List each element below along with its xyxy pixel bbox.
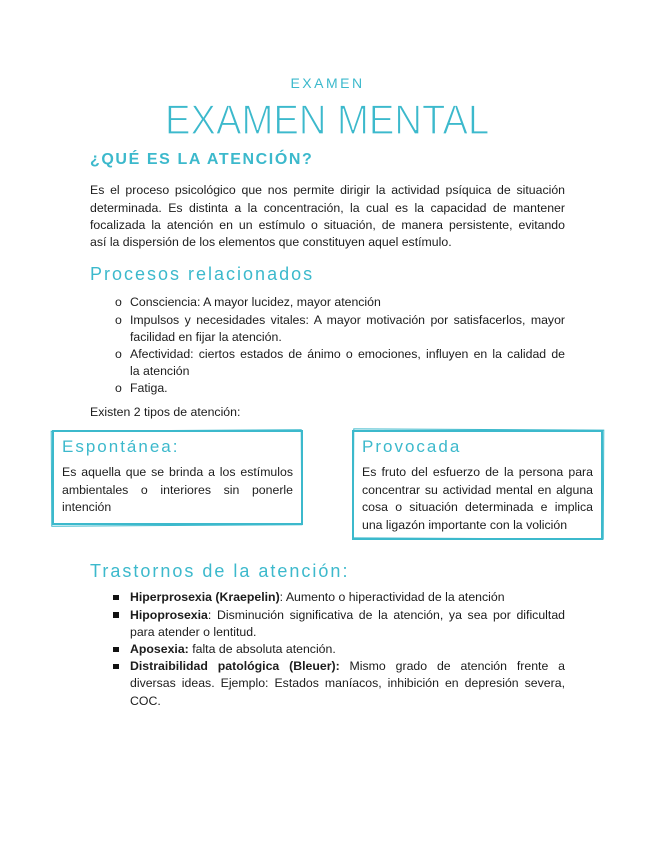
list-item-line: Consciencia: A mayor lucidez, mayor atención <box>130 295 381 310</box>
disorder-term: Hiperprosexia (Kraepelin) <box>130 590 280 605</box>
card-text <box>362 464 593 534</box>
card-text-line: Es fruto del esfuerzo de la persona para <box>362 465 593 480</box>
card-text-line: concentrar su actividad mental en alguna <box>362 482 593 497</box>
list-item-line <box>130 607 565 624</box>
bullet-marker: o <box>115 347 122 361</box>
list-item-hipoprosexia <box>130 607 565 641</box>
attention-types-intro: Existen 2 tipos de atención: <box>90 405 241 420</box>
list-item-line: diversas ideas. Ejemplo: Estados maníacos, inhibición en depresión severa, <box>130 676 565 691</box>
bullet-marker: o <box>115 312 122 327</box>
list-item-hiperprosexia <box>130 589 565 606</box>
attention-type-card-espontanea <box>52 430 303 525</box>
disorders-list <box>130 589 565 709</box>
list-item-line: Afectividad: ciertos estados de ánimo o emociones, influyen en la calidad de <box>130 347 565 361</box>
disorder-term: Hipoprosexia <box>130 607 208 622</box>
square-bullet-icon <box>113 595 119 601</box>
bullet-marker: o <box>115 295 122 310</box>
list-item-line: COC. <box>130 693 161 708</box>
paragraph-line: determinada. Es distinta a la concentración, la cual es la capacidad de mantener <box>90 200 565 215</box>
list-item-line: Fatiga. <box>130 381 168 396</box>
square-bullet-icon <box>113 647 119 653</box>
card-text-line: cosa o situación determinada e implica <box>362 500 593 515</box>
list-item-line <box>130 589 565 606</box>
list-item-line <box>130 658 565 675</box>
disorder-term: Aposexia: <box>130 642 189 656</box>
list-item-aposexia <box>130 641 565 658</box>
list-item-distraibilidad <box>130 658 565 710</box>
card-title: Espontánea: <box>62 437 180 456</box>
section-heading-processes: Procesos relacionados <box>90 264 315 284</box>
document-title <box>0 97 655 143</box>
card-text-line: Es aquella que se brinda a los estímulos <box>62 465 293 480</box>
attention-paragraph <box>90 182 565 251</box>
list-item-consciencia <box>115 294 565 311</box>
card-text-line: intención <box>62 500 112 515</box>
paragraph-line: así la dispersión de los elementos que constituyen aquel estímulo. <box>90 235 452 250</box>
disorder-description: falta de absoluta atención. <box>188 642 336 656</box>
card-text <box>62 464 293 517</box>
section-heading-attention: ¿QUÉ ES LA ATENCIÓN? <box>90 151 314 168</box>
document-kicker: EXAMEN <box>290 75 365 91</box>
card-text-line: una ligazón importante con la volición <box>362 517 568 532</box>
list-item-impulsos <box>115 312 565 346</box>
list-item-line: facilidad en fijar la atención. <box>130 329 282 344</box>
attention-type-card-provocada <box>352 430 603 540</box>
paragraph-line: Es el proceso psicológico que nos permite dirigir la actividad psíquica de situación <box>90 183 565 198</box>
disorder-term: Distraibilidad patológica (Bleuer): <box>130 659 340 674</box>
list-item-line: Impulsos y necesidades vitales: A mayor motivación por satisfacerlos, mayor <box>130 312 565 327</box>
document-title-text: EXAMEN MENTAL <box>165 96 490 143</box>
processes-list <box>115 294 565 397</box>
square-bullet-icon <box>113 612 119 618</box>
square-bullet-icon <box>113 664 119 670</box>
card-text-line: ambientales o interiores sin ponerle <box>62 482 293 497</box>
list-item-line <box>130 641 565 658</box>
list-item-afectividad <box>115 346 565 380</box>
paragraph-line: focalizada la atención en un estímulo o situación, de manera persistente, evitando <box>90 217 565 232</box>
list-item-line: para atender o lentitud. <box>130 624 257 639</box>
disorder-description: Mismo grado de atención frente a <box>339 659 566 674</box>
disorder-description: : Aumento o hiperactividad de la atención <box>279 590 505 605</box>
list-item-fatiga <box>115 380 565 397</box>
bullet-marker: o <box>115 381 122 396</box>
card-title: Provocada <box>362 437 462 456</box>
list-item-line: la atención <box>130 364 190 379</box>
section-heading-disorders: Trastornos de la atención: <box>90 561 350 581</box>
disorder-description: : Disminución significativa de la atención, ya sea por dificultad <box>207 607 565 622</box>
